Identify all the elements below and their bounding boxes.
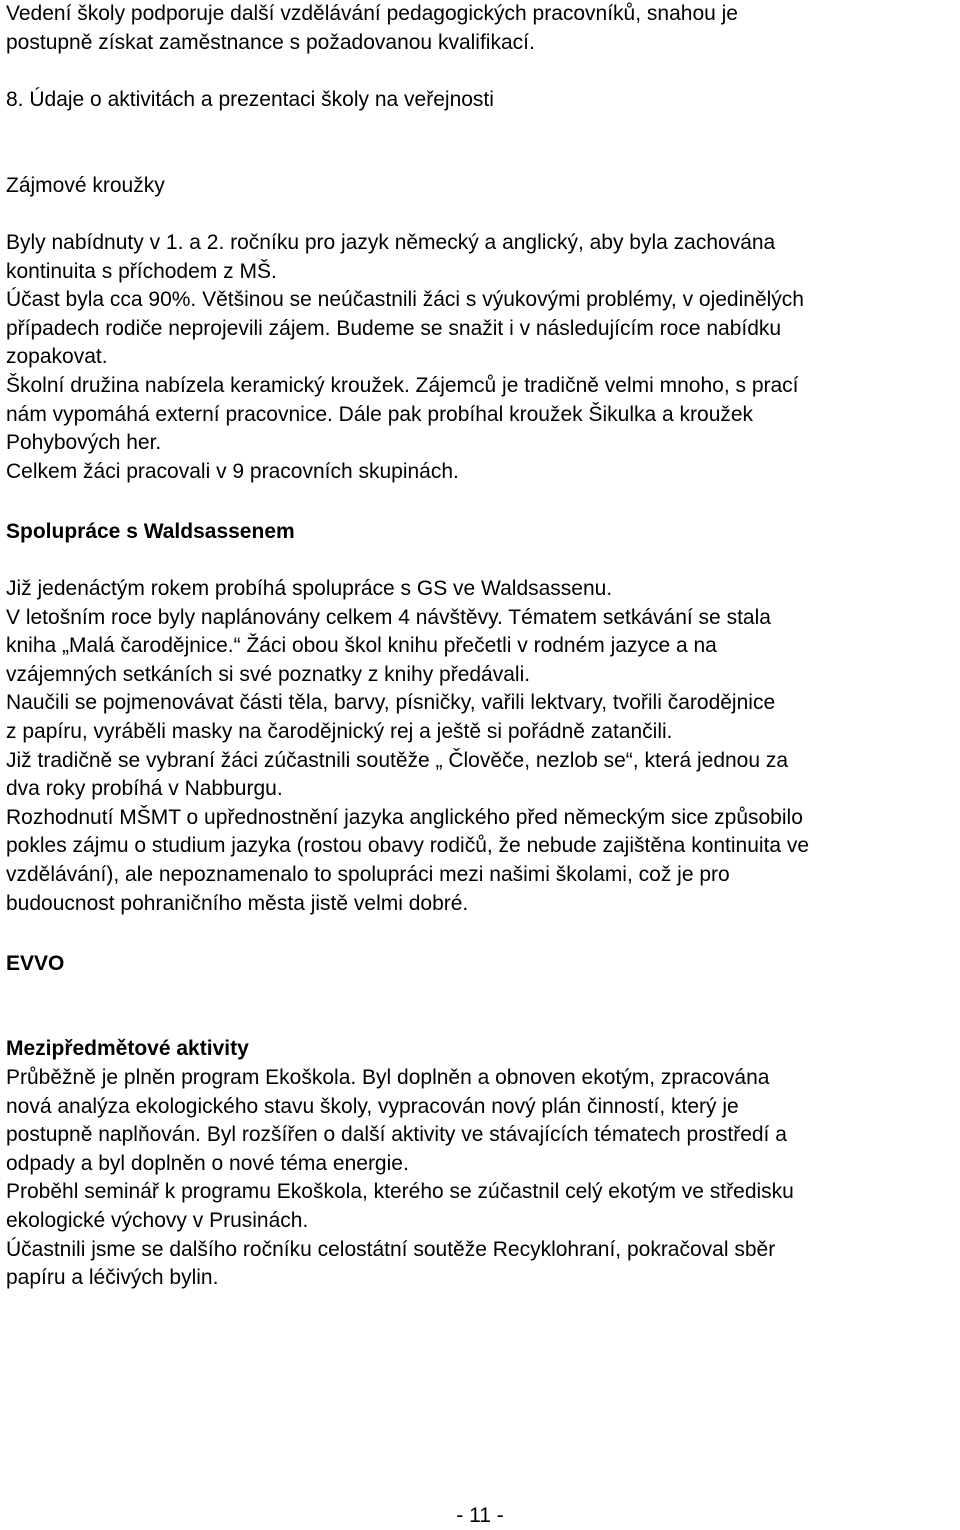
section-heading: [6, 86, 494, 115]
text-line: z papíru, vyráběli masky na čarodějnický rej a ještě si pořádně zatančili.: [6, 719, 673, 743]
page-footer: [0, 1502, 960, 1530]
text-line: nám vypomáhá externí pracovnice. Dále pak probíhal kroužek Šikulka a kroužek: [6, 402, 754, 426]
text-line: Účastnili jsme se dalšího ročníku celostátní soutěže Recyklohraní, pokračoval sběr: [6, 1237, 776, 1261]
text-line: vzdělávání), ale nepoznamenalo to spolupráci mezi našimi školami, což je pro: [6, 862, 730, 886]
text-line: vzájemných setkáních si své poznatky z knihy předávali.: [6, 662, 531, 686]
text-line: Byly nabídnuty v 1. a 2. ročníku pro jazyk německý a anglický, aby byla zachována: [6, 231, 776, 254]
text-line: Proběhl seminář k programu Ekoškola, kterého se zúčastnil celý ekotým ve středisku: [6, 1180, 794, 1204]
section-heading: [6, 950, 64, 979]
subsection-heading: [6, 518, 295, 547]
text-line: zopakovat.: [6, 345, 108, 369]
text-line: dva roky probíhá v Nabburgu.: [6, 777, 283, 801]
intro-paragraph: [6, 0, 738, 57]
krouzky-heading: Zájmové kroužky: [6, 174, 165, 197]
text-line: Rozhodnutí MŠMT o upřednostnění jazyka anglického před německým sice způsobilo: [6, 805, 803, 829]
text-line: odpady a byl doplněn o nové téma energie.: [6, 1151, 409, 1175]
text-line: Účast byla cca 90%. Většinou se neúčastnili žáci s výukovými problémy, v ojedinělých: [6, 288, 804, 312]
text-line: papíru a léčivých bylin.: [6, 1266, 219, 1290]
text-line: Průběžně je plněn program Ekoškola. Byl doplněn a obnoven ekotým, zpracována: [6, 1066, 770, 1089]
section-8-heading: 8. Údaje o aktivitách a prezentaci školy na veřejnosti: [6, 88, 494, 111]
subsection-heading: [6, 1035, 249, 1064]
evvo-heading: EVVO: [6, 952, 65, 975]
mezipredmetove-heading: Mezipředmětové aktivity: [6, 1037, 249, 1060]
text-line: postupně naplňován. Byl rozšířen o další aktivity ve stávajících tématech prostředí a: [6, 1123, 787, 1147]
text-line: budoucnost pohraničního města jistě velmi dobré.: [6, 891, 469, 915]
text-line: postupně získat zaměstnance s požadovanou kvalifikací.: [6, 30, 535, 54]
subsection-heading: [6, 172, 165, 201]
text-line: Již jedenáctým rokem probíhá spolupráce s GS ve Waldsassenu.: [6, 577, 613, 600]
text-line: V letošním roce byly naplánovány celkem 4 návštěvy. Tématem setkávání se stala: [6, 605, 771, 629]
text-line: Naučili se pojmenovávat části těla, barvy, písničky, vařili lektvary, tvořili čarodějnice: [6, 691, 776, 715]
text-line: Vedení školy podporuje další vzdělávání pedagogických pracovníků, snahou je: [6, 2, 738, 25]
text-line: ekologické výchovy v Prusinách.: [6, 1208, 309, 1232]
text-line: nová analýza ekologického stavu školy, vypracován nový plán činností, který je: [6, 1094, 739, 1118]
text-line: kniha „Malá čarodějnice.“ Žáci obou škol knihu přečetli v rodném jazyce a na: [6, 634, 717, 658]
text-line: Celkem žáci pracovali v 9 pracovních skupinách.: [6, 459, 459, 483]
page-number: - 11 -: [456, 1504, 504, 1527]
mezipredmetove-paragraph: [6, 1064, 794, 1293]
text-line: Pohybových her.: [6, 431, 162, 455]
text-line: kontinuita s příchodem z MŠ.: [6, 259, 277, 283]
text-line: případech rodiče neprojevili zájem. Budeme se snažit i v následujícím roce nabídku: [6, 316, 782, 340]
waldsassen-paragraph: [6, 575, 809, 918]
text-line: Školní družina nabízela keramický kroužek. Zájemců je tradičně velmi mnoho, s prací: [6, 373, 799, 397]
text-line: Již tradičně se vybraní žáci zúčastnili soutěže „ Člověče, nezlob se“, která jednou za: [6, 748, 789, 772]
text-line: pokles zájmu o studium jazyka (rostou obavy rodičů, že nebude zajištěna kontinuita ve: [6, 834, 810, 858]
krouzky-paragraph: [6, 229, 804, 486]
waldsassen-heading: Spolupráce s Waldsassenem: [6, 520, 295, 543]
